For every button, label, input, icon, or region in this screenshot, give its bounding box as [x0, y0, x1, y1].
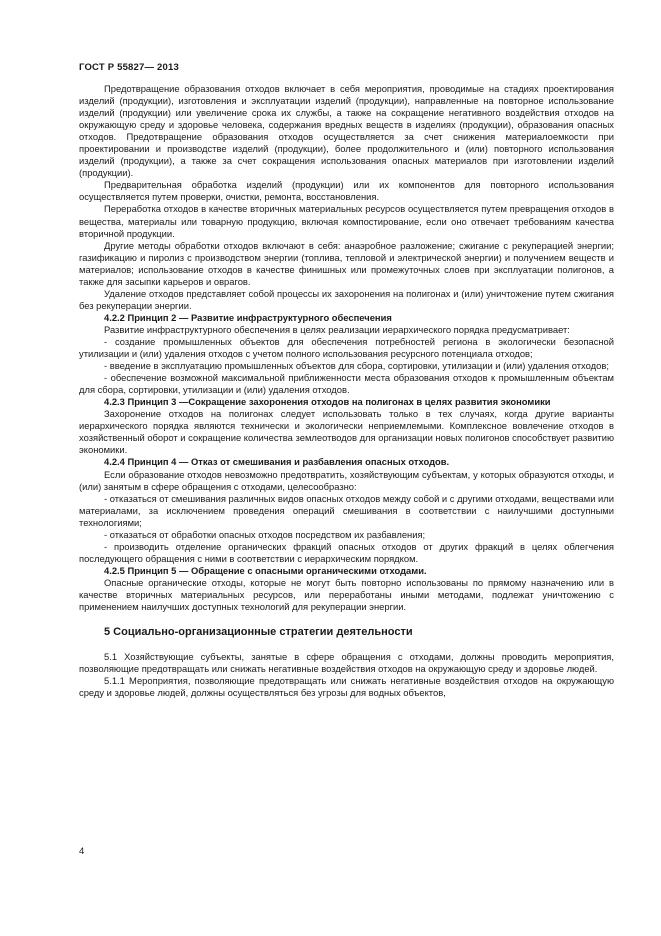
paragraph: Предотвращение образования отходов включает в себя мероприятия, проводимые на стадиях проектирования изделий (продукции), изготовления и эксплуатации изделий (продукции), направленные на повторное использование изделий (продукции) или увеличение срока их службы, а также на сокращение негативного воздействия отходов на окружающую среду и здоровье человека, содержания вредных веществ в изделиях (продукции), образования опасных отходов. Предотвращение образования отходов осуществляется за счет снижения материалоемкости при проектировании и производстве изделий (продукции), более продолжительного и (или) повторного использования изделий (продукции), а также за счет сокращения использования опасных материалов при изготовлении изделий (продукции).	[79, 83, 614, 179]
paragraph: Предварительная обработка изделий (продукции) или их компонентов для повторного использования осуществляется путем проверки, очистки, ремонта, восстановления.	[79, 179, 614, 203]
paragraph: 5.1 Хозяйствующие субъекты, занятые в сфере обращения с отходами, должны проводить мероприятия, позволяющие предотвращать или снижать негативные воздействия отходов на окружающую среду и здоровье людей.	[79, 651, 614, 675]
page-number: 4	[79, 846, 85, 857]
paragraph: Захоронение отходов на полигонах следует использовать только в тех случаях, когда другие варианты иерархического порядка являются технически и экологически неприемлемыми. Комплексное вовлечение отходов в хозяйственный оборот и сокращение количества землеотводов для организации новых полигонов способствует развитию экономики.	[79, 408, 614, 456]
document-header: ГОСТ Р 55827— 2013	[79, 62, 179, 73]
paragraph: Другие методы обработки отходов включают в себя: анаэробное разложение; сжигание с рекуперацией энергии; газификацию и пиролиз с производством энергии (топлива, тепловой и электрической энергии) и получением веществ и материалов; использование отходов в качестве финишных или промежуточных слоев при эксплуатации полигонов, а также для засыпки карьеров и оврагов.	[79, 239, 614, 287]
paragraph: 5.1.1 Мероприятия, позволяющие предотвращать или снижать негативные воздействия отходов на окружающую среду и здоровье людей, должны осуществляться без угрозы для водных объектов,	[79, 675, 614, 699]
list-item: - производить отделение органических фракций опасных отходов от других фракций в целях облегчения последующего обращения с ними в соответствии с иерархическим порядком.	[79, 540, 614, 564]
subsection-title: 4.2.3 Принцип 3 —Сокращение захоронения отходов на полигонах в целях развития экономики	[104, 396, 551, 408]
subsection-title: 4.2.2 Принцип 2 — Развитие инфраструктурного обеспечения	[104, 311, 392, 323]
subsection-title: 4.2.5 Принцип 5 — Обращение с опасными органическими отходами.	[104, 564, 427, 576]
subsection-title: 4.2.4 Принцип 4 — Отказ от смешивания и разбавления опасных отходов.	[104, 456, 450, 468]
list-item: - отказаться от смешивания различных видов опасных отходов между собой и с другими отходами, веществами или материалами, за исключением проведения операций смешивания в соответствии с наилучшими доступными технологиями;	[79, 492, 614, 528]
list-item: - создание промышленных объектов для обеспечения потребностей региона в экологически безопасной утилизации и (или) удаления отходов с учетом полного использования ресурсного потенциала отходов;	[79, 335, 614, 360]
paragraph: Развитие инфраструктурного обеспечения в целях реализации иерархического порядка предусматривает:	[104, 323, 570, 335]
document-body	[79, 83, 614, 699]
paragraph: Переработка отходов в качестве вторичных материальных ресурсов осуществляется путем превращения отходов в вещества, материалы или товарную продукцию, включая компостирование, если оно отвечает требованиям качества вторичной продукции.	[79, 203, 614, 239]
list-item: - введение в эксплуатацию промышленных объектов для сбора, сортировки, утилизации и (или) удаления отходов;	[104, 360, 609, 372]
paragraph: Если образование отходов невозможно предотвратить, хозяйствующим субъектам, у которых образуются отходы, и (или) занятым в сфере обращения с отходами, целесообразно:	[79, 468, 614, 492]
section-heading: 5 Социально-организационные стратегии деятельности	[104, 626, 413, 639]
list-item: - отказаться от обработки опасных отходов посредством их разбавления;	[104, 528, 426, 540]
paragraph: Удаление отходов представляет собой процессы их захоронения на полигонах и (или) уничтожение путем сжигания без рекуперации энергии.	[79, 287, 614, 311]
paragraph: Опасные органические отходы, которые не могут быть повторно использованы по прямому назначению или в качестве вторичных материальных ресурсов, или переработаны иными методами, подлежат уничтожению с применением наилучших доступных технологий для рекуперации энергии.	[79, 576, 614, 613]
list-item: - обеспечение возможной максимальной приближенности места образования отходов к промышленным объектам для сбора, сортировки, утилизации и (или) удаления отходов.	[79, 372, 614, 396]
